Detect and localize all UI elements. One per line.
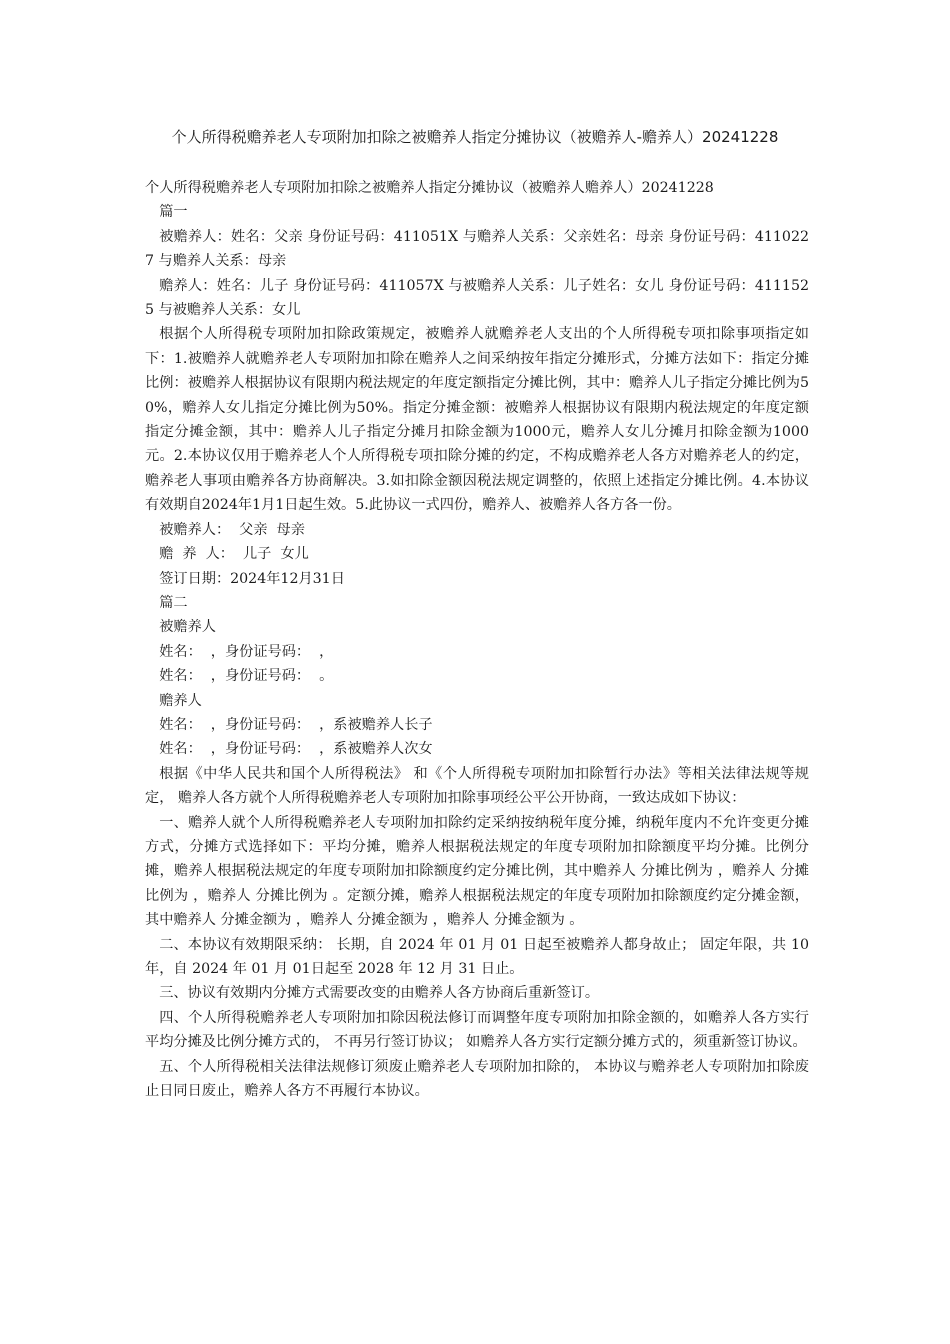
part1-heading: 篇一 [159, 204, 188, 221]
part2-clause-2: 二、本协议有效期限采纳： 长期，自 2024 年 01 月 01 日起至被赡养人都身故止； 固定年限，共 10年，自 2024 年 01 月 01日起至 2028 年 12 月 31 日止。 [145, 936, 809, 977]
part2-clause-3: 三、协议有效期内分摊方式需要改变的由赡养人各方协商后重新签订。 [159, 985, 600, 1002]
part2-supported-line-2: 姓名： ，身份证号码： 。 [159, 668, 334, 685]
part2-clause-4: 四、个人所得税赡养老人专项附加扣除因税法修订而调整年度专项附加扣除金额的，如赡养人各方实行平均分摊及比例分摊方式的， 不再另行签订协议； 如赡养人各方实行定额分摊方式的，须重新签订协议。 [145, 1009, 809, 1051]
part2-clause-1: 一、赡养人就个人所得税赡养老人专项附加扣除约定采纳按纳税年度分摊，纳税年度内不允许变更分摊方式，分摊方式选择如下：平均分摊，赡养人根据税法规定的年度专项附加扣除额度平均分摊。比例分摊，赡养人根据税法规定的年度专项附加扣除额度约定分摊比例，其中赡养人 分摊比例为 ，赡养人 分摊比例为 ，赡养人 分摊比例为 。定额分摊，赡养人根据税法规定的年度专项附加扣除额度约定分摊金额，其中赡养人 分摊金额为 ，赡养人 分摊金额为 ，赡养人 分摊金额为 。 [145, 814, 809, 929]
part1-sign-date: 签订日期：2024年12月31日 [159, 570, 345, 587]
part2-clause-5: 五、个人所得税相关法律法规修订须废止赡养老人专项附加扣除的， 本协议与赡养老人专项附加扣除废止日同日废止，赡养人各方不再履行本协议。 [145, 1058, 809, 1100]
part1-signature-supported: 被赡养人： 父亲 母亲 [159, 521, 305, 538]
part1-signature-supporters: 赡 养 人： 儿子 女儿 [159, 546, 309, 563]
part2-heading: 篇二 [159, 594, 188, 611]
part1-supporters-info: 赡养人：姓名：儿子 身份证号码：411057X 与被赡养人关系：儿子姓名：女儿 身份证号码：4111525 与被赡养人关系：女儿 [145, 277, 809, 319]
document-body [145, 176, 809, 1103]
part1-supported-info: 被赡养人：姓名：父亲 身份证号码：411051X 与赡养人关系：父亲姓名：母亲 身份证号码：4110227 与赡养人关系：母亲 [145, 228, 809, 270]
document-heading: 个人所得税赡养老人专项附加扣除之被赡养人指定分摊协议（被赡养人赡养人）20241228 [145, 180, 714, 196]
part1-agreement-body: 根据个人所得税专项附加扣除政策规定，被赡养人就赡养老人支出的个人所得税专项扣除事项指定如下：1.被赡养人就赡养老人专项附加扣除在赡养人之间采纳按年指定分摊形式，分摊方法如下：指定分摊比例：被赡养人根据协议有限期内税法规定的年度定额指定分摊比例，其中：赡养人儿子指定分摊比例为50%，赡养人女儿指定分摊比例为50%。指定分摊金额：被赡养人根据协议有限期内税法规定的年度定额指定分摊金额，其中：赡养人儿子指定分摊月扣除金额为1000元，赡养人女儿分摊月扣除金额为1000元。2.本协议仅用于赡养老人个人所得税专项扣除分摊的约定，不构成赡养老人各方对赡养老人的约定，赡养老人事项由赡养各方协商解决。3.如扣除金额因税法规定调整的，依照上述指定分摊比例。4.本协议有效期自2024年1月1日起生效。5.此协议一式四份，赡养人、被赡养人各方各一份。 [145, 326, 809, 514]
page-title: 个人所得税赡养老人专项附加扣除之被赡养人指定分摊协议（被赡养人-赡养人）20241228 [171, 128, 779, 146]
part2-supported-label: 被赡养人 [159, 619, 216, 636]
part2-supporters-line-1: 姓名： ，身份证号码： ，系被赡养人长子 [159, 716, 433, 733]
part2-supported-line-1: 姓名： ，身份证号码： ， [159, 643, 334, 660]
part2-intro: 根据《中华人民共和国个人所得税法》 和《个人所得税专项附加扣除暂行办法》等相关法律法规等规定， 赡养人各方就个人所得税赡养老人专项附加扣除事项经公平公开协商，一致达成如下协议： [145, 765, 809, 807]
part2-supporters-line-2: 姓名： ，身份证号码： ，系被赡养人次女 [159, 741, 433, 758]
part2-supporters-label: 赡养人 [159, 692, 202, 709]
